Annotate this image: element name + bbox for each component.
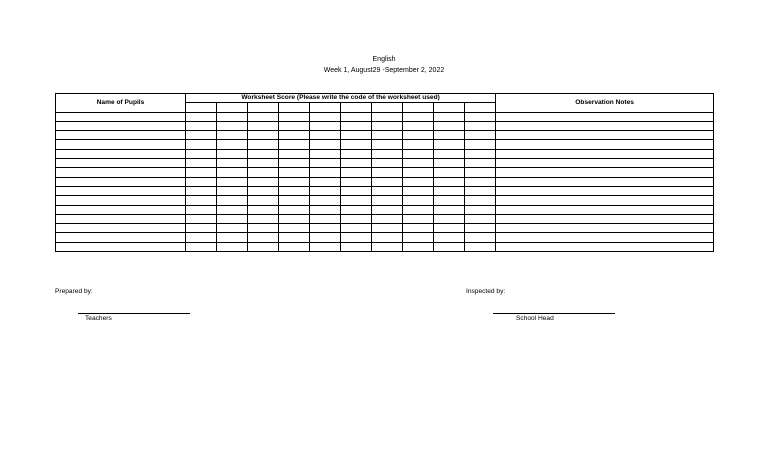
score-cell: [279, 121, 310, 130]
observation-cell: [496, 168, 714, 177]
pupil-name-cell: [56, 214, 186, 223]
score-cell: [372, 168, 403, 177]
observation-cell: [496, 140, 714, 149]
observation-cell: [496, 214, 714, 223]
score-cell: [217, 214, 248, 223]
score-cell: [403, 112, 434, 121]
score-cell: [434, 149, 465, 158]
score-cell: [279, 131, 310, 140]
observation-cell: [496, 149, 714, 158]
score-cell: [465, 177, 496, 186]
table-row: [56, 149, 714, 158]
pupil-name-cell: [56, 224, 186, 233]
score-cell: [186, 168, 217, 177]
score-cell: [403, 121, 434, 130]
score-cell: [310, 149, 341, 158]
score-cell: [186, 224, 217, 233]
score-cell: [310, 224, 341, 233]
score-cell: [186, 242, 217, 251]
score-subheader-cell: [279, 103, 310, 112]
score-cell: [465, 121, 496, 130]
score-cell: [248, 177, 279, 186]
score-cell: [248, 242, 279, 251]
score-cell: [310, 186, 341, 195]
score-cell: [434, 205, 465, 214]
score-subheader-cell: [217, 103, 248, 112]
score-cell: [434, 196, 465, 205]
score-cell: [434, 140, 465, 149]
score-cell: [434, 177, 465, 186]
score-cell: [310, 196, 341, 205]
score-cell: [279, 242, 310, 251]
score-cell: [372, 205, 403, 214]
score-cell: [186, 186, 217, 195]
score-cell: [372, 121, 403, 130]
score-cell: [403, 168, 434, 177]
observation-cell: [496, 186, 714, 195]
score-cell: [310, 112, 341, 121]
table-row: [56, 177, 714, 186]
score-cell: [248, 168, 279, 177]
score-cell: [217, 149, 248, 158]
score-cell: [248, 233, 279, 242]
score-cell: [341, 159, 372, 168]
score-cell: [465, 149, 496, 158]
score-cell: [217, 196, 248, 205]
score-cell: [372, 186, 403, 195]
score-cell: [217, 140, 248, 149]
score-cell: [217, 233, 248, 242]
score-cell: [279, 233, 310, 242]
inspected-signature-line: [493, 313, 615, 314]
score-cell: [217, 168, 248, 177]
header-worksheet-score: Worksheet Score (Please write the code of the worksheet used): [186, 94, 496, 103]
score-cell: [434, 159, 465, 168]
score-cell: [279, 186, 310, 195]
score-cell: [341, 186, 372, 195]
observation-cell: [496, 233, 714, 242]
score-cell: [341, 205, 372, 214]
score-cell: [248, 149, 279, 158]
score-subheader-cell: [403, 103, 434, 112]
score-cell: [341, 149, 372, 158]
score-cell: [341, 168, 372, 177]
score-cell: [403, 149, 434, 158]
score-cell: [434, 121, 465, 130]
score-cell: [372, 131, 403, 140]
score-cell: [186, 205, 217, 214]
score-cell: [403, 224, 434, 233]
score-cell: [372, 149, 403, 158]
pupil-name-cell: [56, 112, 186, 121]
score-cell: [279, 224, 310, 233]
observation-cell: [496, 121, 714, 130]
score-cell: [341, 242, 372, 251]
score-cell: [465, 140, 496, 149]
score-cell: [341, 121, 372, 130]
score-cell: [465, 131, 496, 140]
score-cell: [248, 186, 279, 195]
score-cell: [372, 224, 403, 233]
observation-cell: [496, 159, 714, 168]
score-cell: [279, 149, 310, 158]
score-cell: [248, 140, 279, 149]
score-cell: [186, 131, 217, 140]
score-cell: [279, 205, 310, 214]
score-cell: [465, 214, 496, 223]
observation-cell: [496, 177, 714, 186]
prepared-signature-line: [78, 313, 190, 314]
score-cell: [310, 159, 341, 168]
header-observation-notes: Observation Notes: [496, 94, 714, 113]
prepared-role: Teachers: [85, 315, 112, 322]
score-cell: [248, 112, 279, 121]
pupil-name-cell: [56, 196, 186, 205]
score-cell: [434, 233, 465, 242]
header-name-of-pupils: Name of Pupils: [56, 94, 186, 113]
pupil-name-cell: [56, 168, 186, 177]
score-cell: [372, 112, 403, 121]
score-subheader-cell: [434, 103, 465, 112]
score-cell: [403, 214, 434, 223]
table-row: [56, 196, 714, 205]
score-cell: [310, 121, 341, 130]
score-cell: [279, 214, 310, 223]
score-cell: [403, 233, 434, 242]
score-cell: [248, 131, 279, 140]
score-subheader-cell: [248, 103, 279, 112]
score-cell: [403, 205, 434, 214]
table-row: [56, 140, 714, 149]
score-cell: [186, 149, 217, 158]
score-cell: [372, 242, 403, 251]
score-cell: [217, 205, 248, 214]
score-cell: [341, 233, 372, 242]
score-subheader-cell: [372, 103, 403, 112]
score-subheader-cell: [465, 103, 496, 112]
pupil-name-cell: [56, 242, 186, 251]
score-cell: [248, 214, 279, 223]
score-cell: [403, 140, 434, 149]
score-cell: [341, 140, 372, 149]
table-row: [56, 224, 714, 233]
pupil-name-cell: [56, 149, 186, 158]
observation-cell: [496, 224, 714, 233]
week-range: Week 1, August29 -September 2, 2022: [323, 67, 445, 74]
score-cell: [341, 177, 372, 186]
score-subheader-cell: [341, 103, 372, 112]
score-cell: [372, 140, 403, 149]
observation-cell: [496, 131, 714, 140]
score-cell: [403, 186, 434, 195]
score-cell: [372, 214, 403, 223]
score-cell: [279, 196, 310, 205]
pupil-name-cell: [56, 131, 186, 140]
score-cell: [403, 196, 434, 205]
score-cell: [279, 177, 310, 186]
score-cell: [465, 159, 496, 168]
score-cell: [279, 112, 310, 121]
score-cell: [465, 233, 496, 242]
subject-title: English: [372, 56, 396, 63]
score-cell: [403, 131, 434, 140]
score-subheader-cell: [310, 103, 341, 112]
observation-cell: [496, 242, 714, 251]
score-cell: [186, 177, 217, 186]
score-cell: [372, 177, 403, 186]
table-row: [56, 186, 714, 195]
score-cell: [310, 131, 341, 140]
score-cell: [434, 214, 465, 223]
score-cell: [434, 131, 465, 140]
score-cell: [310, 140, 341, 149]
score-cell: [248, 159, 279, 168]
score-cell: [217, 242, 248, 251]
score-cell: [372, 159, 403, 168]
observation-cell: [496, 112, 714, 121]
score-cell: [310, 214, 341, 223]
score-cell: [279, 159, 310, 168]
score-table: [55, 93, 714, 252]
score-cell: [341, 196, 372, 205]
score-cell: [403, 177, 434, 186]
score-cell: [341, 112, 372, 121]
score-cell: [217, 131, 248, 140]
score-cell: [434, 242, 465, 251]
score-cell: [434, 168, 465, 177]
score-cell: [465, 205, 496, 214]
score-cell: [186, 159, 217, 168]
score-cell: [372, 233, 403, 242]
score-cell: [217, 159, 248, 168]
pupil-name-cell: [56, 121, 186, 130]
score-cell: [465, 242, 496, 251]
observation-cell: [496, 196, 714, 205]
score-cell: [217, 224, 248, 233]
score-cell: [434, 224, 465, 233]
score-cell: [186, 196, 217, 205]
observation-cell: [496, 205, 714, 214]
score-cell: [248, 224, 279, 233]
score-cell: [465, 186, 496, 195]
pupil-name-cell: [56, 177, 186, 186]
table-row: [56, 168, 714, 177]
table-row: [56, 205, 714, 214]
score-cell: [465, 112, 496, 121]
score-cell: [403, 242, 434, 251]
score-cell: [279, 168, 310, 177]
pupil-name-cell: [56, 186, 186, 195]
inspected-role: School Head: [516, 315, 554, 322]
table-row: [56, 112, 714, 121]
pupil-name-cell: [56, 159, 186, 168]
score-cell: [248, 121, 279, 130]
table-row: [56, 214, 714, 223]
score-cell: [434, 112, 465, 121]
score-cell: [465, 224, 496, 233]
score-cell: [186, 140, 217, 149]
score-cell: [217, 121, 248, 130]
table-row: [56, 121, 714, 130]
pupil-name-cell: [56, 140, 186, 149]
score-cell: [465, 196, 496, 205]
score-cell: [248, 196, 279, 205]
score-subheader-cell: [186, 103, 217, 112]
score-cell: [186, 233, 217, 242]
score-cell: [186, 214, 217, 223]
table-row: [56, 131, 714, 140]
score-cell: [310, 168, 341, 177]
score-cell: [186, 121, 217, 130]
inspected-by-label: Inspected by:: [466, 288, 506, 295]
table-row: [56, 159, 714, 168]
score-cell: [341, 214, 372, 223]
score-cell: [434, 186, 465, 195]
table-row: [56, 242, 714, 251]
score-cell: [217, 186, 248, 195]
score-cell: [310, 233, 341, 242]
score-cell: [372, 196, 403, 205]
score-cell: [279, 140, 310, 149]
score-cell: [341, 224, 372, 233]
pupil-name-cell: [56, 233, 186, 242]
score-cell: [403, 159, 434, 168]
score-cell: [465, 168, 496, 177]
score-cell: [248, 205, 279, 214]
score-cell: [217, 112, 248, 121]
score-cell: [217, 177, 248, 186]
score-cell: [310, 177, 341, 186]
score-cell: [310, 242, 341, 251]
score-cell: [341, 131, 372, 140]
prepared-by-label: Prepared by:: [55, 288, 93, 295]
table-row: [56, 233, 714, 242]
pupil-name-cell: [56, 205, 186, 214]
score-cell: [186, 112, 217, 121]
score-cell: [310, 205, 341, 214]
